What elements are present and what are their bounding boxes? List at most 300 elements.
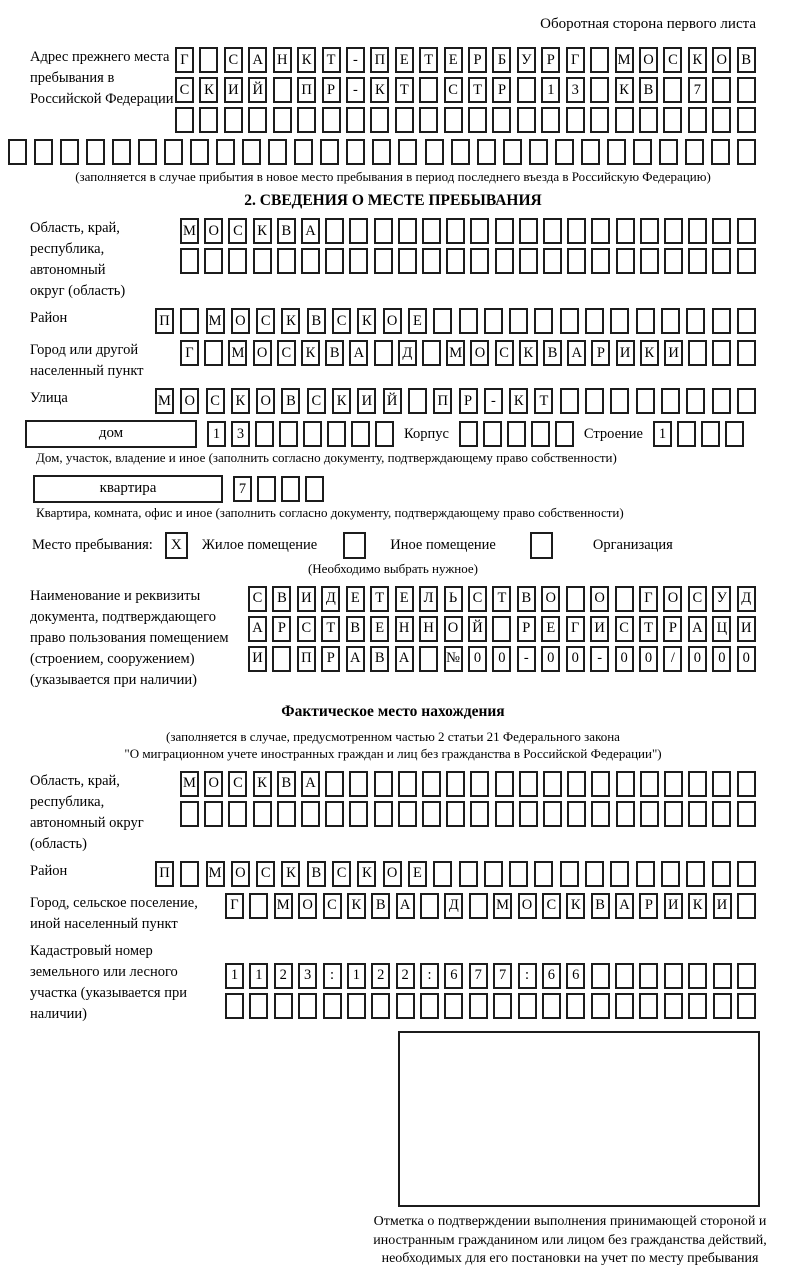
char-box[interactable] bbox=[737, 861, 756, 887]
char-box[interactable] bbox=[560, 861, 579, 887]
char-box[interactable]: К bbox=[231, 388, 250, 414]
char-box[interactable] bbox=[585, 861, 604, 887]
char-box[interactable] bbox=[298, 993, 317, 1019]
char-box[interactable] bbox=[422, 340, 441, 366]
char-box[interactable] bbox=[273, 107, 292, 133]
char-box[interactable]: Г bbox=[639, 586, 658, 612]
char-box[interactable]: О bbox=[518, 893, 537, 919]
char-box[interactable]: О bbox=[204, 771, 223, 797]
char-box[interactable] bbox=[639, 993, 658, 1019]
char-box[interactable]: Н bbox=[273, 47, 292, 73]
char-box[interactable]: М bbox=[274, 893, 293, 919]
char-box[interactable] bbox=[712, 771, 731, 797]
char-box[interactable] bbox=[398, 139, 417, 165]
char-box[interactable]: Е bbox=[444, 47, 463, 73]
char-box[interactable] bbox=[347, 993, 366, 1019]
char-box[interactable]: С bbox=[444, 77, 463, 103]
char-box[interactable] bbox=[712, 107, 731, 133]
char-box[interactable]: В bbox=[281, 388, 300, 414]
char-box[interactable] bbox=[616, 218, 635, 244]
char-box[interactable] bbox=[640, 771, 659, 797]
char-box[interactable] bbox=[517, 77, 536, 103]
char-box[interactable] bbox=[374, 218, 393, 244]
char-box[interactable] bbox=[503, 139, 522, 165]
char-box[interactable] bbox=[204, 340, 223, 366]
char-box[interactable]: А bbox=[688, 616, 707, 642]
char-box[interactable]: А bbox=[301, 771, 320, 797]
char-box[interactable]: Т bbox=[322, 47, 341, 73]
char-box[interactable]: И bbox=[297, 586, 316, 612]
char-box[interactable]: Р bbox=[272, 616, 291, 642]
char-box[interactable]: 7 bbox=[493, 963, 512, 989]
char-box[interactable] bbox=[664, 963, 683, 989]
char-box[interactable] bbox=[325, 801, 344, 827]
char-box[interactable] bbox=[420, 993, 439, 1019]
char-box[interactable]: 1 bbox=[207, 421, 226, 447]
char-box[interactable]: Д bbox=[737, 586, 756, 612]
char-box[interactable]: С bbox=[206, 388, 225, 414]
char-box[interactable]: 0 bbox=[688, 646, 707, 672]
char-box[interactable] bbox=[180, 861, 199, 887]
char-box[interactable]: У bbox=[517, 47, 536, 73]
char-box[interactable] bbox=[470, 218, 489, 244]
char-box[interactable] bbox=[279, 421, 298, 447]
char-box[interactable] bbox=[327, 421, 346, 447]
char-box[interactable]: В bbox=[272, 586, 291, 612]
char-box[interactable] bbox=[398, 771, 417, 797]
char-box[interactable] bbox=[204, 248, 223, 274]
char-box[interactable]: 2 bbox=[274, 963, 293, 989]
char-box[interactable] bbox=[422, 248, 441, 274]
char-box[interactable] bbox=[446, 218, 465, 244]
char-box[interactable] bbox=[712, 340, 731, 366]
char-box[interactable] bbox=[566, 586, 585, 612]
char-box[interactable] bbox=[616, 771, 635, 797]
char-box[interactable]: О bbox=[231, 861, 250, 887]
char-box[interactable] bbox=[664, 771, 683, 797]
char-box[interactable] bbox=[737, 340, 756, 366]
char-box[interactable] bbox=[585, 308, 604, 334]
char-box[interactable] bbox=[446, 801, 465, 827]
char-box[interactable]: 0 bbox=[639, 646, 658, 672]
char-box[interactable] bbox=[374, 248, 393, 274]
char-box[interactable] bbox=[737, 218, 756, 244]
char-box[interactable]: С bbox=[224, 47, 243, 73]
char-box[interactable]: О bbox=[298, 893, 317, 919]
char-box[interactable]: О bbox=[204, 218, 223, 244]
char-box[interactable] bbox=[543, 801, 562, 827]
char-box[interactable] bbox=[433, 861, 452, 887]
char-box[interactable] bbox=[640, 248, 659, 274]
char-box[interactable]: 2 bbox=[396, 963, 415, 989]
char-box[interactable] bbox=[529, 139, 548, 165]
char-box[interactable] bbox=[636, 308, 655, 334]
char-box[interactable] bbox=[713, 993, 732, 1019]
char-box[interactable] bbox=[396, 993, 415, 1019]
char-box[interactable] bbox=[305, 476, 324, 502]
char-box[interactable] bbox=[469, 893, 488, 919]
char-box[interactable]: П bbox=[370, 47, 389, 73]
char-box[interactable] bbox=[248, 107, 267, 133]
char-box[interactable]: Д bbox=[398, 340, 417, 366]
char-box[interactable]: В bbox=[639, 77, 658, 103]
char-box[interactable] bbox=[591, 218, 610, 244]
char-box[interactable]: О bbox=[663, 586, 682, 612]
char-box[interactable]: 1 bbox=[249, 963, 268, 989]
char-box[interactable]: 0 bbox=[492, 646, 511, 672]
char-box[interactable] bbox=[566, 107, 585, 133]
char-box[interactable]: К bbox=[357, 861, 376, 887]
char-box[interactable] bbox=[34, 139, 53, 165]
char-box[interactable] bbox=[493, 993, 512, 1019]
char-box[interactable]: О bbox=[590, 586, 609, 612]
char-box[interactable] bbox=[224, 107, 243, 133]
char-box[interactable] bbox=[216, 139, 235, 165]
char-box[interactable] bbox=[468, 107, 487, 133]
char-box[interactable] bbox=[543, 218, 562, 244]
char-box[interactable] bbox=[664, 218, 683, 244]
char-box[interactable]: Б bbox=[492, 47, 511, 73]
char-box[interactable] bbox=[517, 107, 536, 133]
char-box[interactable]: К bbox=[509, 388, 528, 414]
char-box[interactable]: Е bbox=[370, 616, 389, 642]
char-box[interactable] bbox=[737, 801, 756, 827]
char-box[interactable] bbox=[320, 139, 339, 165]
char-box[interactable] bbox=[346, 107, 365, 133]
char-box[interactable] bbox=[398, 801, 417, 827]
char-box[interactable] bbox=[688, 771, 707, 797]
char-box[interactable]: Р bbox=[321, 646, 340, 672]
char-box[interactable] bbox=[301, 801, 320, 827]
char-box[interactable]: С bbox=[688, 586, 707, 612]
char-box[interactable]: Н bbox=[395, 616, 414, 642]
char-box[interactable]: О bbox=[180, 388, 199, 414]
char-box[interactable]: Р bbox=[591, 340, 610, 366]
char-box[interactable] bbox=[610, 388, 629, 414]
char-box[interactable] bbox=[446, 771, 465, 797]
char-box[interactable] bbox=[422, 801, 441, 827]
checkbox-other-premises[interactable] bbox=[343, 532, 366, 559]
char-box[interactable]: : bbox=[518, 963, 537, 989]
char-box[interactable]: № bbox=[444, 646, 463, 672]
char-box[interactable]: С bbox=[332, 861, 351, 887]
char-box[interactable]: М bbox=[615, 47, 634, 73]
char-box[interactable] bbox=[495, 801, 514, 827]
char-box[interactable] bbox=[349, 248, 368, 274]
char-box[interactable] bbox=[175, 107, 194, 133]
char-box[interactable]: Г bbox=[566, 47, 585, 73]
char-box[interactable] bbox=[242, 139, 261, 165]
char-box[interactable]: В bbox=[371, 893, 390, 919]
char-box[interactable]: И bbox=[664, 893, 683, 919]
char-box[interactable] bbox=[484, 308, 503, 334]
char-box[interactable] bbox=[712, 388, 731, 414]
char-box[interactable]: М bbox=[180, 771, 199, 797]
char-box[interactable] bbox=[273, 77, 292, 103]
char-box[interactable] bbox=[349, 218, 368, 244]
char-box[interactable] bbox=[664, 248, 683, 274]
char-box[interactable] bbox=[543, 771, 562, 797]
char-box[interactable] bbox=[477, 139, 496, 165]
char-box[interactable] bbox=[615, 963, 634, 989]
char-box[interactable]: 0 bbox=[541, 646, 560, 672]
char-box[interactable] bbox=[374, 771, 393, 797]
char-box[interactable]: 6 bbox=[566, 963, 585, 989]
char-box[interactable]: К bbox=[688, 47, 707, 73]
char-box[interactable]: 1 bbox=[541, 77, 560, 103]
char-box[interactable] bbox=[255, 421, 274, 447]
char-box[interactable]: В bbox=[307, 861, 326, 887]
char-box[interactable]: И bbox=[713, 893, 732, 919]
char-box[interactable]: К bbox=[357, 308, 376, 334]
char-box[interactable] bbox=[615, 586, 634, 612]
char-box[interactable]: Н bbox=[419, 616, 438, 642]
char-box[interactable] bbox=[180, 248, 199, 274]
char-box[interactable] bbox=[737, 139, 756, 165]
char-box[interactable]: С bbox=[542, 893, 561, 919]
char-box[interactable]: У bbox=[712, 586, 731, 612]
char-box[interactable]: В bbox=[325, 340, 344, 366]
char-box[interactable] bbox=[518, 993, 537, 1019]
char-box[interactable]: О bbox=[253, 340, 272, 366]
char-box[interactable]: Ь bbox=[444, 586, 463, 612]
char-box[interactable] bbox=[398, 248, 417, 274]
char-box[interactable] bbox=[297, 107, 316, 133]
char-box[interactable]: А bbox=[301, 218, 320, 244]
char-box[interactable]: 0 bbox=[615, 646, 634, 672]
char-box[interactable]: 0 bbox=[566, 646, 585, 672]
char-box[interactable]: С bbox=[256, 308, 275, 334]
char-box[interactable] bbox=[112, 139, 131, 165]
char-box[interactable]: С bbox=[248, 586, 267, 612]
char-box[interactable] bbox=[492, 107, 511, 133]
char-box[interactable] bbox=[664, 993, 683, 1019]
char-box[interactable] bbox=[677, 421, 696, 447]
char-box[interactable]: А bbox=[615, 893, 634, 919]
char-box[interactable] bbox=[688, 218, 707, 244]
char-box[interactable]: А bbox=[248, 47, 267, 73]
char-box[interactable]: И bbox=[248, 646, 267, 672]
char-box[interactable] bbox=[567, 248, 586, 274]
char-box[interactable]: 1 bbox=[225, 963, 244, 989]
checkbox-residential[interactable]: X bbox=[165, 532, 188, 559]
char-box[interactable] bbox=[712, 248, 731, 274]
char-box[interactable]: Р bbox=[322, 77, 341, 103]
char-box[interactable]: О bbox=[256, 388, 275, 414]
char-box[interactable]: 1 bbox=[347, 963, 366, 989]
char-box[interactable]: 3 bbox=[298, 963, 317, 989]
char-box[interactable] bbox=[419, 646, 438, 672]
char-box[interactable] bbox=[636, 388, 655, 414]
char-box[interactable] bbox=[519, 801, 538, 827]
char-box[interactable]: А bbox=[248, 616, 267, 642]
char-box[interactable] bbox=[581, 139, 600, 165]
char-box[interactable]: 3 bbox=[566, 77, 585, 103]
char-box[interactable] bbox=[204, 801, 223, 827]
char-box[interactable]: А bbox=[395, 646, 414, 672]
char-box[interactable] bbox=[591, 993, 610, 1019]
char-box[interactable] bbox=[301, 248, 320, 274]
char-box[interactable] bbox=[661, 308, 680, 334]
char-box[interactable]: И bbox=[224, 77, 243, 103]
char-box[interactable] bbox=[737, 993, 756, 1019]
char-box[interactable]: 0 bbox=[737, 646, 756, 672]
char-box[interactable] bbox=[199, 47, 218, 73]
char-box[interactable]: 6 bbox=[542, 963, 561, 989]
char-box[interactable] bbox=[274, 993, 293, 1019]
char-box[interactable]: Т bbox=[419, 47, 438, 73]
char-box[interactable] bbox=[713, 963, 732, 989]
char-box[interactable]: В bbox=[543, 340, 562, 366]
char-box[interactable]: Й bbox=[248, 77, 267, 103]
char-box[interactable] bbox=[737, 893, 756, 919]
char-box[interactable]: Л bbox=[419, 586, 438, 612]
char-box[interactable]: М bbox=[446, 340, 465, 366]
char-box[interactable] bbox=[519, 218, 538, 244]
char-box[interactable] bbox=[566, 993, 585, 1019]
char-box[interactable] bbox=[483, 421, 502, 447]
char-box[interactable] bbox=[419, 77, 438, 103]
char-box[interactable] bbox=[281, 476, 300, 502]
char-box[interactable] bbox=[636, 861, 655, 887]
char-box[interactable] bbox=[616, 801, 635, 827]
char-box[interactable] bbox=[640, 218, 659, 244]
char-box[interactable] bbox=[323, 993, 342, 1019]
char-box[interactable] bbox=[555, 139, 574, 165]
char-box[interactable]: Р bbox=[639, 893, 658, 919]
char-box[interactable] bbox=[484, 861, 503, 887]
char-box[interactable] bbox=[433, 308, 452, 334]
char-box[interactable]: Г bbox=[175, 47, 194, 73]
char-box[interactable] bbox=[607, 139, 626, 165]
char-box[interactable] bbox=[712, 861, 731, 887]
char-box[interactable] bbox=[459, 861, 478, 887]
char-box[interactable]: 1 bbox=[653, 421, 672, 447]
char-box[interactable] bbox=[253, 248, 272, 274]
char-box[interactable]: И bbox=[357, 388, 376, 414]
char-box[interactable] bbox=[459, 308, 478, 334]
char-box[interactable]: Т bbox=[395, 77, 414, 103]
char-box[interactable]: В bbox=[517, 586, 536, 612]
char-box[interactable]: Т bbox=[639, 616, 658, 642]
char-box[interactable] bbox=[534, 861, 553, 887]
char-box[interactable] bbox=[531, 421, 550, 447]
char-box[interactable]: П bbox=[297, 646, 316, 672]
char-box[interactable] bbox=[590, 47, 609, 73]
char-box[interactable] bbox=[225, 993, 244, 1019]
char-box[interactable]: / bbox=[663, 646, 682, 672]
char-box[interactable] bbox=[374, 801, 393, 827]
char-box[interactable]: Е bbox=[346, 586, 365, 612]
char-box[interactable]: К bbox=[688, 893, 707, 919]
char-box[interactable]: О bbox=[383, 308, 402, 334]
char-box[interactable] bbox=[686, 308, 705, 334]
char-box[interactable]: Р bbox=[663, 616, 682, 642]
char-box[interactable]: С bbox=[277, 340, 296, 366]
char-box[interactable] bbox=[444, 107, 463, 133]
char-box[interactable]: Т bbox=[534, 388, 553, 414]
char-box[interactable] bbox=[272, 646, 291, 672]
char-box[interactable] bbox=[8, 139, 27, 165]
char-box[interactable]: П bbox=[155, 308, 174, 334]
char-box[interactable]: К bbox=[281, 861, 300, 887]
char-box[interactable]: А bbox=[346, 646, 365, 672]
char-box[interactable] bbox=[257, 476, 276, 502]
char-box[interactable] bbox=[712, 218, 731, 244]
char-box[interactable]: К bbox=[301, 340, 320, 366]
char-box[interactable] bbox=[688, 107, 707, 133]
char-box[interactable] bbox=[737, 388, 756, 414]
char-box[interactable]: Г bbox=[225, 893, 244, 919]
char-box[interactable]: В bbox=[346, 616, 365, 642]
char-box[interactable] bbox=[555, 421, 574, 447]
char-box[interactable]: С bbox=[307, 388, 326, 414]
char-box[interactable]: : bbox=[420, 963, 439, 989]
char-box[interactable] bbox=[451, 139, 470, 165]
char-box[interactable]: К bbox=[297, 47, 316, 73]
char-box[interactable] bbox=[737, 248, 756, 274]
char-box[interactable]: Р bbox=[541, 47, 560, 73]
char-box[interactable] bbox=[138, 139, 157, 165]
char-box[interactable]: - bbox=[346, 47, 365, 73]
char-box[interactable]: Т bbox=[468, 77, 487, 103]
char-box[interactable] bbox=[585, 388, 604, 414]
char-box[interactable]: М bbox=[206, 308, 225, 334]
char-box[interactable]: Г bbox=[566, 616, 585, 642]
char-box[interactable] bbox=[180, 801, 199, 827]
char-box[interactable]: 0 bbox=[468, 646, 487, 672]
char-box[interactable]: Р bbox=[459, 388, 478, 414]
char-box[interactable] bbox=[372, 139, 391, 165]
char-box[interactable] bbox=[591, 801, 610, 827]
char-box[interactable]: А bbox=[349, 340, 368, 366]
char-box[interactable] bbox=[398, 218, 417, 244]
char-box[interactable] bbox=[639, 107, 658, 133]
char-box[interactable] bbox=[737, 77, 756, 103]
char-box[interactable] bbox=[712, 308, 731, 334]
char-box[interactable] bbox=[446, 248, 465, 274]
char-box[interactable] bbox=[294, 139, 313, 165]
char-box[interactable]: М bbox=[493, 893, 512, 919]
char-box[interactable] bbox=[507, 421, 526, 447]
char-box[interactable]: Е bbox=[395, 586, 414, 612]
char-box[interactable] bbox=[737, 771, 756, 797]
char-box[interactable] bbox=[419, 107, 438, 133]
char-box[interactable] bbox=[370, 107, 389, 133]
char-box[interactable]: О bbox=[639, 47, 658, 73]
char-box[interactable] bbox=[351, 421, 370, 447]
char-box[interactable]: 0 bbox=[712, 646, 731, 672]
char-box[interactable]: С bbox=[175, 77, 194, 103]
char-box[interactable]: В bbox=[277, 771, 296, 797]
char-box[interactable] bbox=[661, 388, 680, 414]
char-box[interactable] bbox=[495, 218, 514, 244]
char-box[interactable] bbox=[541, 107, 560, 133]
char-box[interactable] bbox=[509, 308, 528, 334]
char-box[interactable] bbox=[470, 801, 489, 827]
char-box[interactable]: 7 bbox=[469, 963, 488, 989]
char-box[interactable]: Т bbox=[321, 616, 340, 642]
char-box[interactable] bbox=[590, 107, 609, 133]
char-box[interactable]: В bbox=[307, 308, 326, 334]
char-box[interactable]: Р bbox=[517, 616, 536, 642]
char-box[interactable] bbox=[422, 218, 441, 244]
char-box[interactable]: К bbox=[640, 340, 659, 366]
char-box[interactable] bbox=[664, 801, 683, 827]
char-box[interactable] bbox=[495, 248, 514, 274]
char-box[interactable] bbox=[346, 139, 365, 165]
char-box[interactable]: О bbox=[231, 308, 250, 334]
